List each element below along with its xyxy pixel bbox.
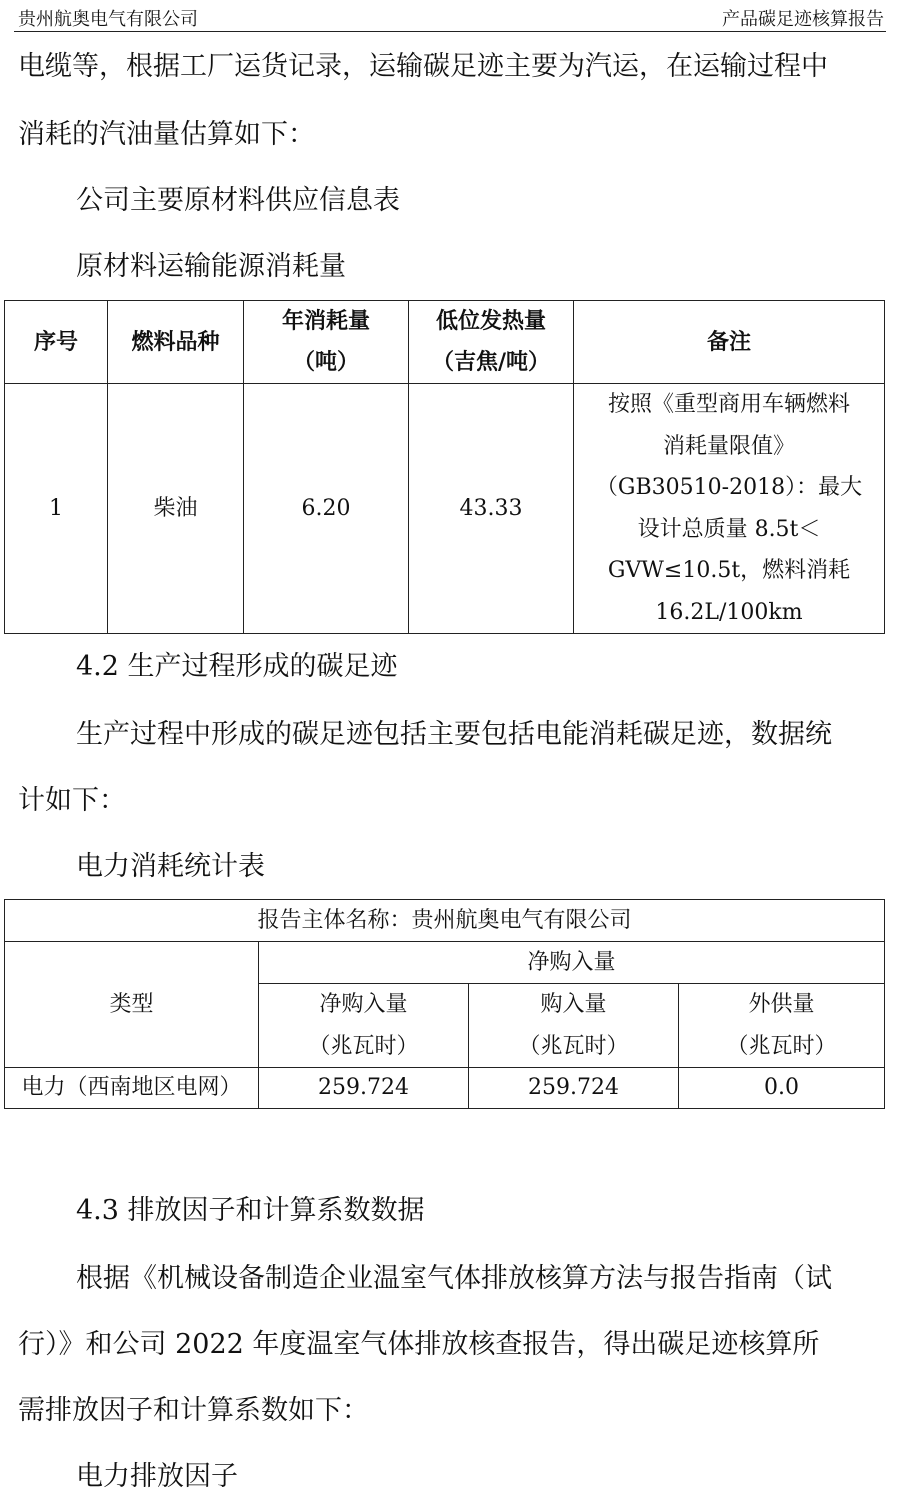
cell-annual: 6.20 [244,384,409,634]
remark-line: GVW≤10.5t，燃料消耗 [607,558,851,583]
caption-power: 电力消耗统计表 [76,851,265,882]
col-net-header [259,984,469,1068]
header-annual [244,301,409,384]
header-annual-unit: （吨） [292,349,359,375]
cell-no: 1 [5,384,108,634]
header-fuel: 燃料品种 [108,301,244,384]
entity-name: 报告主体名称：贵州航奥电气有限公司 [5,900,885,942]
caption-supply: 公司主要原材料供应信息表 [76,185,400,216]
col-net-unit: （兆瓦时） [308,1033,419,1059]
section-heading-4-3: 4.3 排放因子和计算系数数据 [76,1195,425,1226]
power-table-entity-row [5,900,885,942]
remark-line: 消耗量限值》 [662,433,795,459]
cell-lhv: 43.33 [409,384,574,634]
header-rule [14,31,886,32]
col-supplied-label: 外供量 [748,991,815,1017]
col-purchased-unit: （兆瓦时） [518,1033,629,1059]
header-lhv-unit: （吉焦/吨） [431,349,551,375]
cell-remark [574,384,885,634]
paragraph-line: 生产过程中形成的碳足迹包括主要包括电能消耗碳足迹，数据统 [76,719,832,750]
paragraph-line: 计如下： [18,785,126,816]
header-lhv [409,301,574,384]
col-net-label: 净购入量 [319,991,408,1017]
paragraph-line: 行）》和公司 2022 年度温室气体排放核查报告，得出碳足迹核算所 [18,1329,820,1360]
paragraph-line: 需排放因子和计算系数如下： [18,1395,369,1426]
table-row [5,384,885,634]
col-supplied-header [679,984,885,1068]
power-table-group-row [5,942,885,984]
paragraph-line: 电缆等，根据工厂运货记录，运输碳足迹主要为汽运，在运输过程中 [18,51,828,82]
col-supplied-unit: （兆瓦时） [726,1033,837,1059]
type-header: 类型 [5,942,259,1068]
col-purchased-label: 购入量 [540,991,607,1017]
header-company: 贵州航奥电气有限公司 [18,9,198,30]
remark-line: 16.2L/100km [655,599,803,625]
cell-supplied: 0.0 [679,1068,885,1109]
remark-line: 按照《重型商用车辆燃料 [607,392,850,417]
cell-purchased: 259.724 [469,1068,679,1109]
fuel-table-header-row [5,301,885,384]
paragraph-line: 消耗的汽油量估算如下： [18,119,315,150]
header-remark: 备注 [574,301,885,384]
table-row [5,1068,885,1109]
cell-fuel: 柴油 [108,384,244,634]
header-no: 序号 [5,301,108,384]
caption-transport: 原材料运输能源消耗量 [76,251,346,282]
group-header: 净购入量 [259,942,885,984]
cell-type: 电力（西南地区电网） [5,1068,259,1109]
remark-line: 设计总质量 8.5t＜ [637,516,821,542]
power-table [4,899,885,1109]
page-header [0,0,900,34]
paragraph-line: 根据《机械设备制造企业温室气体排放核算方法与报告指南（试 [76,1263,832,1294]
section-heading-4-2: 4.2 生产过程形成的碳足迹 [76,651,398,682]
caption-factor: 电力排放因子 [76,1461,238,1492]
header-lhv-label: 低位发热量 [435,308,546,334]
fuel-table [4,300,885,634]
header-report-title: 产品碳足迹核算报告 [722,9,884,30]
col-purchased-header [469,984,679,1068]
cell-net: 259.724 [259,1068,469,1109]
header-annual-label: 年消耗量 [281,308,370,334]
remark-line: （GB30510-2018）：最大 [595,475,863,500]
